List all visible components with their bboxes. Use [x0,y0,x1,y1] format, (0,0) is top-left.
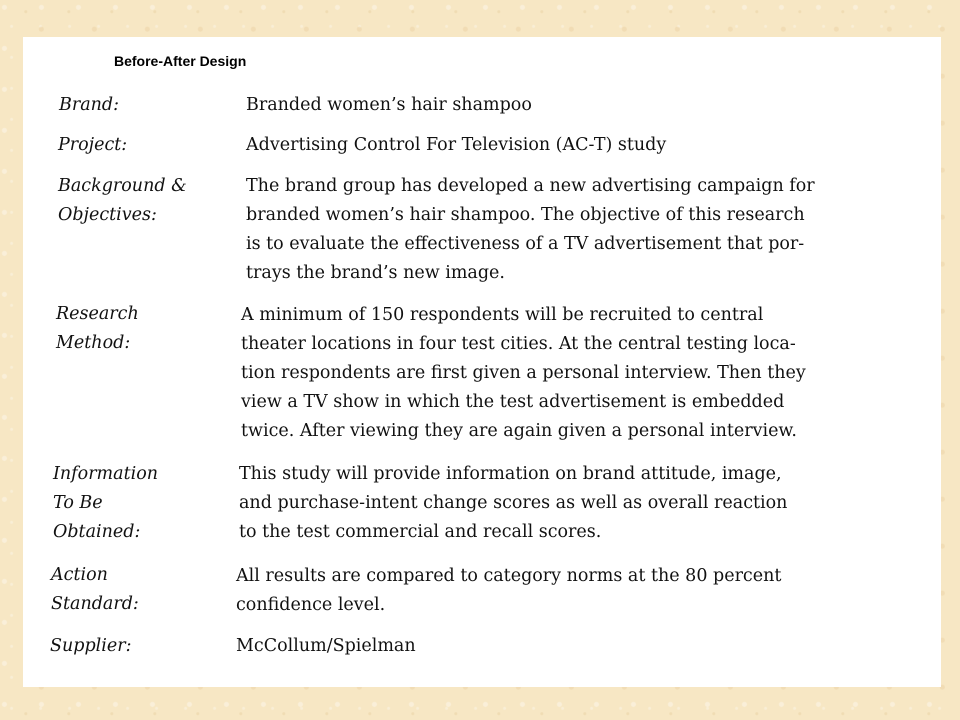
label-information-to-be-obtained: Information To Be Obtained: [53,464,159,542]
label-project: Project: [58,135,128,155]
value-line: trays the brand’s new image. [246,263,505,283]
value-line: confidence level. [236,595,386,615]
label-supplier: Supplier: [50,636,132,656]
value-line: theater locations in four test cities. At the central testing loca- [241,334,796,354]
value-project [246,131,666,160]
value-background-objectives [246,172,815,288]
value-research-method [241,301,806,446]
value-action-standard [236,562,781,620]
value-line: twice. After viewing they are again given a personal interview. [241,421,797,441]
value-line: A minimum of 150 respondents will be recruited to central [241,305,764,325]
value-line: branded women’s hair shampoo. The objective of this research [246,205,805,225]
value-line: view a TV show in which the test advertisement is embedded [241,392,785,412]
value-line: is to evaluate the effectiveness of a TV advertisement that por- [246,234,805,254]
value-line: to the test commercial and recall scores. [239,522,602,542]
value-line: and purchase-intent change scores as well as overall reaction [239,493,788,513]
value-line: Advertising Control For Television (AC-T) study [246,135,667,155]
value-information-to-be-obtained [239,460,787,547]
value-line: tion respondents are first given a personal interview. Then they [241,363,806,383]
label-background-objectives: Background & Objectives: [58,176,187,225]
value-line: Branded women’s hair shampoo [246,95,532,115]
value-line: All results are compared to category norms at the 80 percent [236,566,782,586]
label-brand: Brand: [59,95,120,115]
document-title: Before-After Design [114,53,247,69]
value-supplier [236,632,416,661]
value-line: The brand group has developed a new advertising campaign for [246,176,815,196]
value-line: McCollum/Spielman [236,636,416,656]
label-research-method: Research Method: [56,304,139,353]
value-brand [246,91,532,120]
value-line: This study will provide information on brand attitude, image, [239,464,782,484]
label-action-standard: Action Standard: [51,565,139,614]
